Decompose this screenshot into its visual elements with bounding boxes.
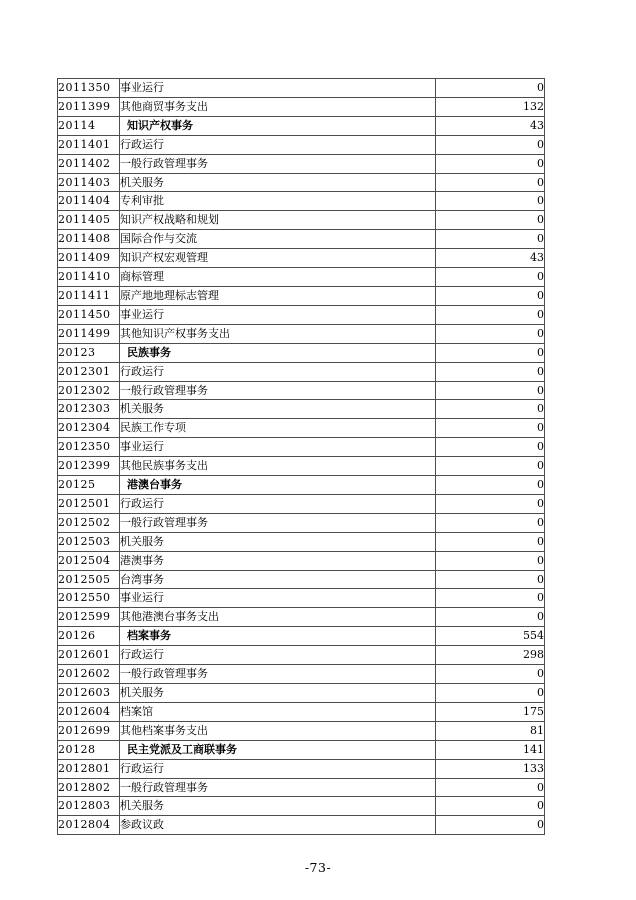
row-code: 2011403	[58, 173, 120, 192]
row-name: 原产地地理标志管理	[120, 286, 436, 305]
row-value: 81	[436, 721, 545, 740]
row-value: 43	[436, 116, 545, 135]
row-value: 0	[436, 381, 545, 400]
row-value: 0	[436, 362, 545, 381]
row-code: 2012399	[58, 457, 120, 476]
row-name: 民族工作专项	[120, 419, 436, 438]
row-value: 0	[436, 324, 545, 343]
row-value: 0	[436, 192, 545, 211]
row-name: 机关服务	[120, 684, 436, 703]
table-row	[58, 551, 545, 570]
row-value: 0	[436, 797, 545, 816]
row-value: 0	[436, 589, 545, 608]
row-name: 行政运行	[120, 362, 436, 381]
row-code: 20126	[58, 627, 120, 646]
row-name: 事业运行	[120, 438, 436, 457]
row-code: 20123	[58, 343, 120, 362]
row-value: 0	[436, 305, 545, 324]
table-row	[58, 268, 545, 287]
row-name: 其他档案事务支出	[120, 721, 436, 740]
row-code: 2012303	[58, 400, 120, 419]
row-value: 0	[436, 211, 545, 230]
row-value: 0	[436, 551, 545, 570]
row-name: 机关服务	[120, 797, 436, 816]
page-number: -73-	[304, 860, 332, 875]
row-value: 0	[436, 419, 545, 438]
table-row	[58, 759, 545, 778]
table-row	[58, 797, 545, 816]
row-code: 2011404	[58, 192, 120, 211]
budget-table	[57, 78, 545, 835]
row-name: 其他知识产权事务支出	[120, 324, 436, 343]
table-row	[58, 608, 545, 627]
table-row	[58, 457, 545, 476]
row-code: 20128	[58, 740, 120, 759]
table-row	[58, 419, 545, 438]
table-row	[58, 702, 545, 721]
row-name: 行政运行	[120, 494, 436, 513]
table-row	[58, 324, 545, 343]
row-name: 知识产权事务	[120, 116, 436, 135]
row-value: 0	[436, 230, 545, 249]
row-code: 20125	[58, 476, 120, 495]
table-row	[58, 684, 545, 703]
row-name: 档案馆	[120, 702, 436, 721]
table-row	[58, 230, 545, 249]
table-row	[58, 400, 545, 419]
table-row	[58, 646, 545, 665]
table-row	[58, 665, 545, 684]
row-value: 0	[436, 513, 545, 532]
row-value: 0	[436, 476, 545, 495]
row-value: 133	[436, 759, 545, 778]
table-row	[58, 570, 545, 589]
row-code: 2011410	[58, 268, 120, 287]
table-row	[58, 589, 545, 608]
row-name: 事业运行	[120, 305, 436, 324]
table-row	[58, 438, 545, 457]
row-name: 台湾事务	[120, 570, 436, 589]
table-row	[58, 154, 545, 173]
table-row	[58, 211, 545, 230]
row-value: 0	[436, 286, 545, 305]
row-name: 一般行政管理事务	[120, 154, 436, 173]
row-value: 0	[436, 79, 545, 98]
row-name: 参政议政	[120, 816, 436, 835]
row-code: 2012304	[58, 419, 120, 438]
row-name: 国际合作与交流	[120, 230, 436, 249]
row-name: 专利审批	[120, 192, 436, 211]
table-row	[58, 97, 545, 116]
row-value: 0	[436, 816, 545, 835]
row-code: 2012350	[58, 438, 120, 457]
row-name: 民族事务	[120, 343, 436, 362]
row-name: 机关服务	[120, 532, 436, 551]
row-name: 港澳事务	[120, 551, 436, 570]
row-value: 132	[436, 97, 545, 116]
row-name: 港澳台事务	[120, 476, 436, 495]
row-code: 2011499	[58, 324, 120, 343]
row-value: 0	[436, 665, 545, 684]
row-name: 事业运行	[120, 589, 436, 608]
row-code: 2012505	[58, 570, 120, 589]
row-name: 机关服务	[120, 400, 436, 419]
table-row	[58, 513, 545, 532]
row-code: 2012602	[58, 665, 120, 684]
row-value: 0	[436, 684, 545, 703]
row-code: 2012550	[58, 589, 120, 608]
row-code: 2011350	[58, 79, 120, 98]
table-row	[58, 173, 545, 192]
row-value: 175	[436, 702, 545, 721]
row-name: 一般行政管理事务	[120, 778, 436, 797]
table-row	[58, 79, 545, 98]
row-code: 2012804	[58, 816, 120, 835]
row-code: 20114	[58, 116, 120, 135]
row-code: 2012504	[58, 551, 120, 570]
row-value: 0	[436, 570, 545, 589]
row-code: 2011405	[58, 211, 120, 230]
row-code: 2011411	[58, 286, 120, 305]
row-value: 43	[436, 249, 545, 268]
row-code: 2012803	[58, 797, 120, 816]
table-row	[58, 305, 545, 324]
row-name: 一般行政管理事务	[120, 665, 436, 684]
row-code: 2012302	[58, 381, 120, 400]
row-value: 0	[436, 343, 545, 362]
row-value: 0	[436, 494, 545, 513]
row-code: 2012699	[58, 721, 120, 740]
row-value: 0	[436, 154, 545, 173]
row-code: 2011401	[58, 135, 120, 154]
table-row	[58, 362, 545, 381]
row-code: 2012301	[58, 362, 120, 381]
row-value: 141	[436, 740, 545, 759]
row-value: 0	[436, 400, 545, 419]
row-code: 2011450	[58, 305, 120, 324]
row-name: 其他港澳台事务支出	[120, 608, 436, 627]
row-value: 0	[436, 457, 545, 476]
budget-table-body	[58, 79, 545, 835]
table-row	[58, 286, 545, 305]
row-code: 2012501	[58, 494, 120, 513]
row-name: 民主党派及工商联事务	[120, 740, 436, 759]
row-value: 0	[436, 532, 545, 551]
table-row	[58, 192, 545, 211]
row-value: 0	[436, 608, 545, 627]
row-code: 2012599	[58, 608, 120, 627]
row-code: 2012801	[58, 759, 120, 778]
row-name: 一般行政管理事务	[120, 381, 436, 400]
table-row	[58, 816, 545, 835]
row-name: 其他民族事务支出	[120, 457, 436, 476]
row-name: 其他商贸事务支出	[120, 97, 436, 116]
row-code: 2012502	[58, 513, 120, 532]
table-row	[58, 494, 545, 513]
table-row	[58, 116, 545, 135]
row-name: 商标管理	[120, 268, 436, 287]
row-code: 2012802	[58, 778, 120, 797]
row-name: 机关服务	[120, 173, 436, 192]
row-name: 行政运行	[120, 135, 436, 154]
table-row	[58, 476, 545, 495]
row-value: 298	[436, 646, 545, 665]
row-code: 2012604	[58, 702, 120, 721]
table-row	[58, 249, 545, 268]
table-row	[58, 343, 545, 362]
row-value: 554	[436, 627, 545, 646]
row-code: 2011399	[58, 97, 120, 116]
row-name: 知识产权宏观管理	[120, 249, 436, 268]
row-code: 2012601	[58, 646, 120, 665]
row-value: 0	[436, 778, 545, 797]
table-row	[58, 740, 545, 759]
row-name: 行政运行	[120, 646, 436, 665]
table-row	[58, 721, 545, 740]
table-row	[58, 135, 545, 154]
row-value: 0	[436, 438, 545, 457]
table-row	[58, 381, 545, 400]
row-code: 2011409	[58, 249, 120, 268]
row-value: 0	[436, 135, 545, 154]
row-code: 2012603	[58, 684, 120, 703]
row-name: 档案事务	[120, 627, 436, 646]
row-name: 行政运行	[120, 759, 436, 778]
table-row	[58, 627, 545, 646]
row-code: 2011408	[58, 230, 120, 249]
row-code: 2012503	[58, 532, 120, 551]
table-row	[58, 778, 545, 797]
row-name: 知识产权战略和规划	[120, 211, 436, 230]
row-code: 2011402	[58, 154, 120, 173]
row-value: 0	[436, 268, 545, 287]
row-name: 一般行政管理事务	[120, 513, 436, 532]
row-name: 事业运行	[120, 79, 436, 98]
table-row	[58, 532, 545, 551]
row-value: 0	[436, 173, 545, 192]
